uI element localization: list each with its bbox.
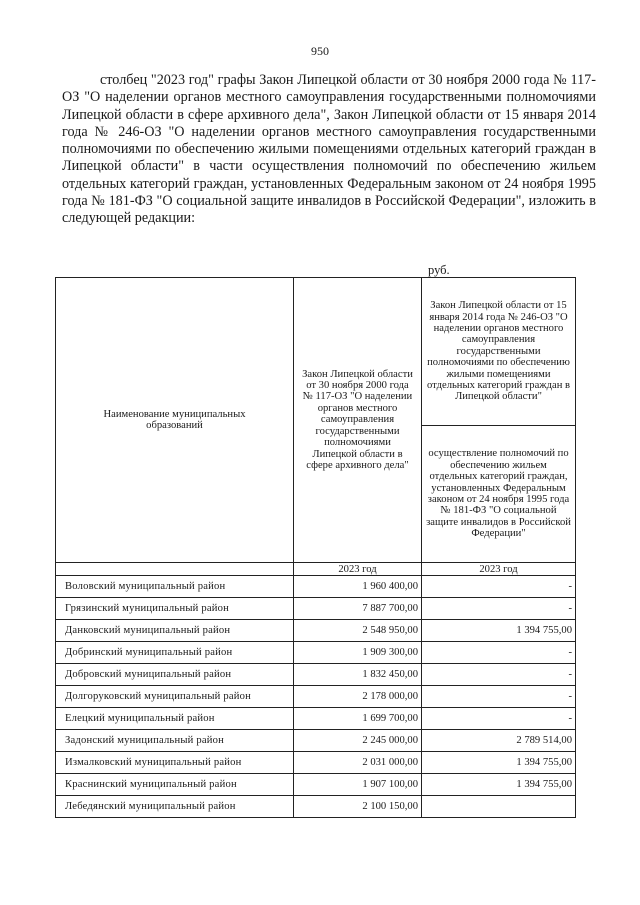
table-row-name: Грязинский муниципальный район <box>56 598 294 620</box>
year-col3: 2023 год <box>422 563 576 576</box>
header-law-117: Закон Липецкой области от 30 ноября 2000 года № 117-ОЗ "О наделении органов местного самоуправления государственными полномочиями Липецкой области в сфере архивного дела" <box>294 278 422 563</box>
table-row-value-246: - <box>422 664 576 686</box>
table-row-value-246 <box>422 796 576 818</box>
header-law-246-sub: осуществление полномочий по обеспечению жильем отдельных категорий граждан, установленных Федеральным законом от 24 ноября 1995 года № 181-ФЗ "О социальной защите инвалидов в Российской Федерации" <box>422 426 576 563</box>
table-row-value-246: - <box>422 642 576 664</box>
table-row-value-117: 2 245 000,00 <box>294 730 422 752</box>
table-row-value-246: 1 394 755,00 <box>422 620 576 642</box>
table-row-value-117: 1 832 450,00 <box>294 664 422 686</box>
intro-paragraph: столбец "2023 год" графы Закон Липецкой области от 30 ноября 2000 года № 117-ОЗ "О наделении органов местного самоуправления государственными полномочиями Липецкой области в сфере архивного дела", Закон Липецкой области от 15 января 2014 года № 246-ОЗ "О наделении органов местного самоуправления государственными полномочиями по обеспечению жилыми помещениями отдельных категорий граждан в Липецкой области" в части осуществления полномочий по обеспечению жильем отдельных категорий граждан, установленных Федеральным законом от 24 ноября 1995 года № 181-ФЗ "О социальной защите инвалидов в Российской Федерации", изложить в следующей редакции: <box>62 72 596 227</box>
year-col2: 2023 год <box>294 563 422 576</box>
table-row-value-117: 2 548 950,00 <box>294 620 422 642</box>
header-municipality: Наименование муниципальных образований <box>56 278 294 563</box>
table-row-value-117: 1 907 100,00 <box>294 774 422 796</box>
table-row-value-117: 1 960 400,00 <box>294 576 422 598</box>
table-row-name: Задонский муниципальный район <box>56 730 294 752</box>
table-row-name: Измалковский муниципальный район <box>56 752 294 774</box>
year-empty-cell <box>56 563 294 576</box>
page-number: 950 <box>311 44 329 58</box>
table-row-value-246: - <box>422 598 576 620</box>
budget-table <box>55 277 576 818</box>
table-row-value-117: 1 699 700,00 <box>294 708 422 730</box>
table-row-name: Воловский муниципальный район <box>56 576 294 598</box>
table-row-value-117: 7 887 700,00 <box>294 598 422 620</box>
table-row-name: Добринский муниципальный район <box>56 642 294 664</box>
table-row-value-246: - <box>422 708 576 730</box>
table-row-value-246: 1 394 755,00 <box>422 774 576 796</box>
table-row-value-117: 2 100 150,00 <box>294 796 422 818</box>
header-law-246: Закон Липецкой области от 15 января 2014 года № 246-ОЗ "О наделении органов местного самоуправления государственными полномочиями по обеспечению жилыми помещениями отдельных категорий граждан в Липецкой области" <box>422 278 576 426</box>
table-row-value-246: - <box>422 686 576 708</box>
table-row-name: Елецкий муниципальный район <box>56 708 294 730</box>
table-row-name: Краснинский муниципальный район <box>56 774 294 796</box>
table-row-name: Лебедянский муниципальный район <box>56 796 294 818</box>
currency-unit: руб. <box>428 263 450 277</box>
table-row-value-246: 1 394 755,00 <box>422 752 576 774</box>
table-row-name: Добровский муниципальный район <box>56 664 294 686</box>
table-row-value-246: 2 789 514,00 <box>422 730 576 752</box>
table-row-value-246: - <box>422 576 576 598</box>
table-row-name: Данковский муниципальный район <box>56 620 294 642</box>
table-row-value-117: 2 178 000,00 <box>294 686 422 708</box>
table-row-name: Долгоруковский муниципальный район <box>56 686 294 708</box>
table-row-value-117: 2 031 000,00 <box>294 752 422 774</box>
table-row-value-117: 1 909 300,00 <box>294 642 422 664</box>
